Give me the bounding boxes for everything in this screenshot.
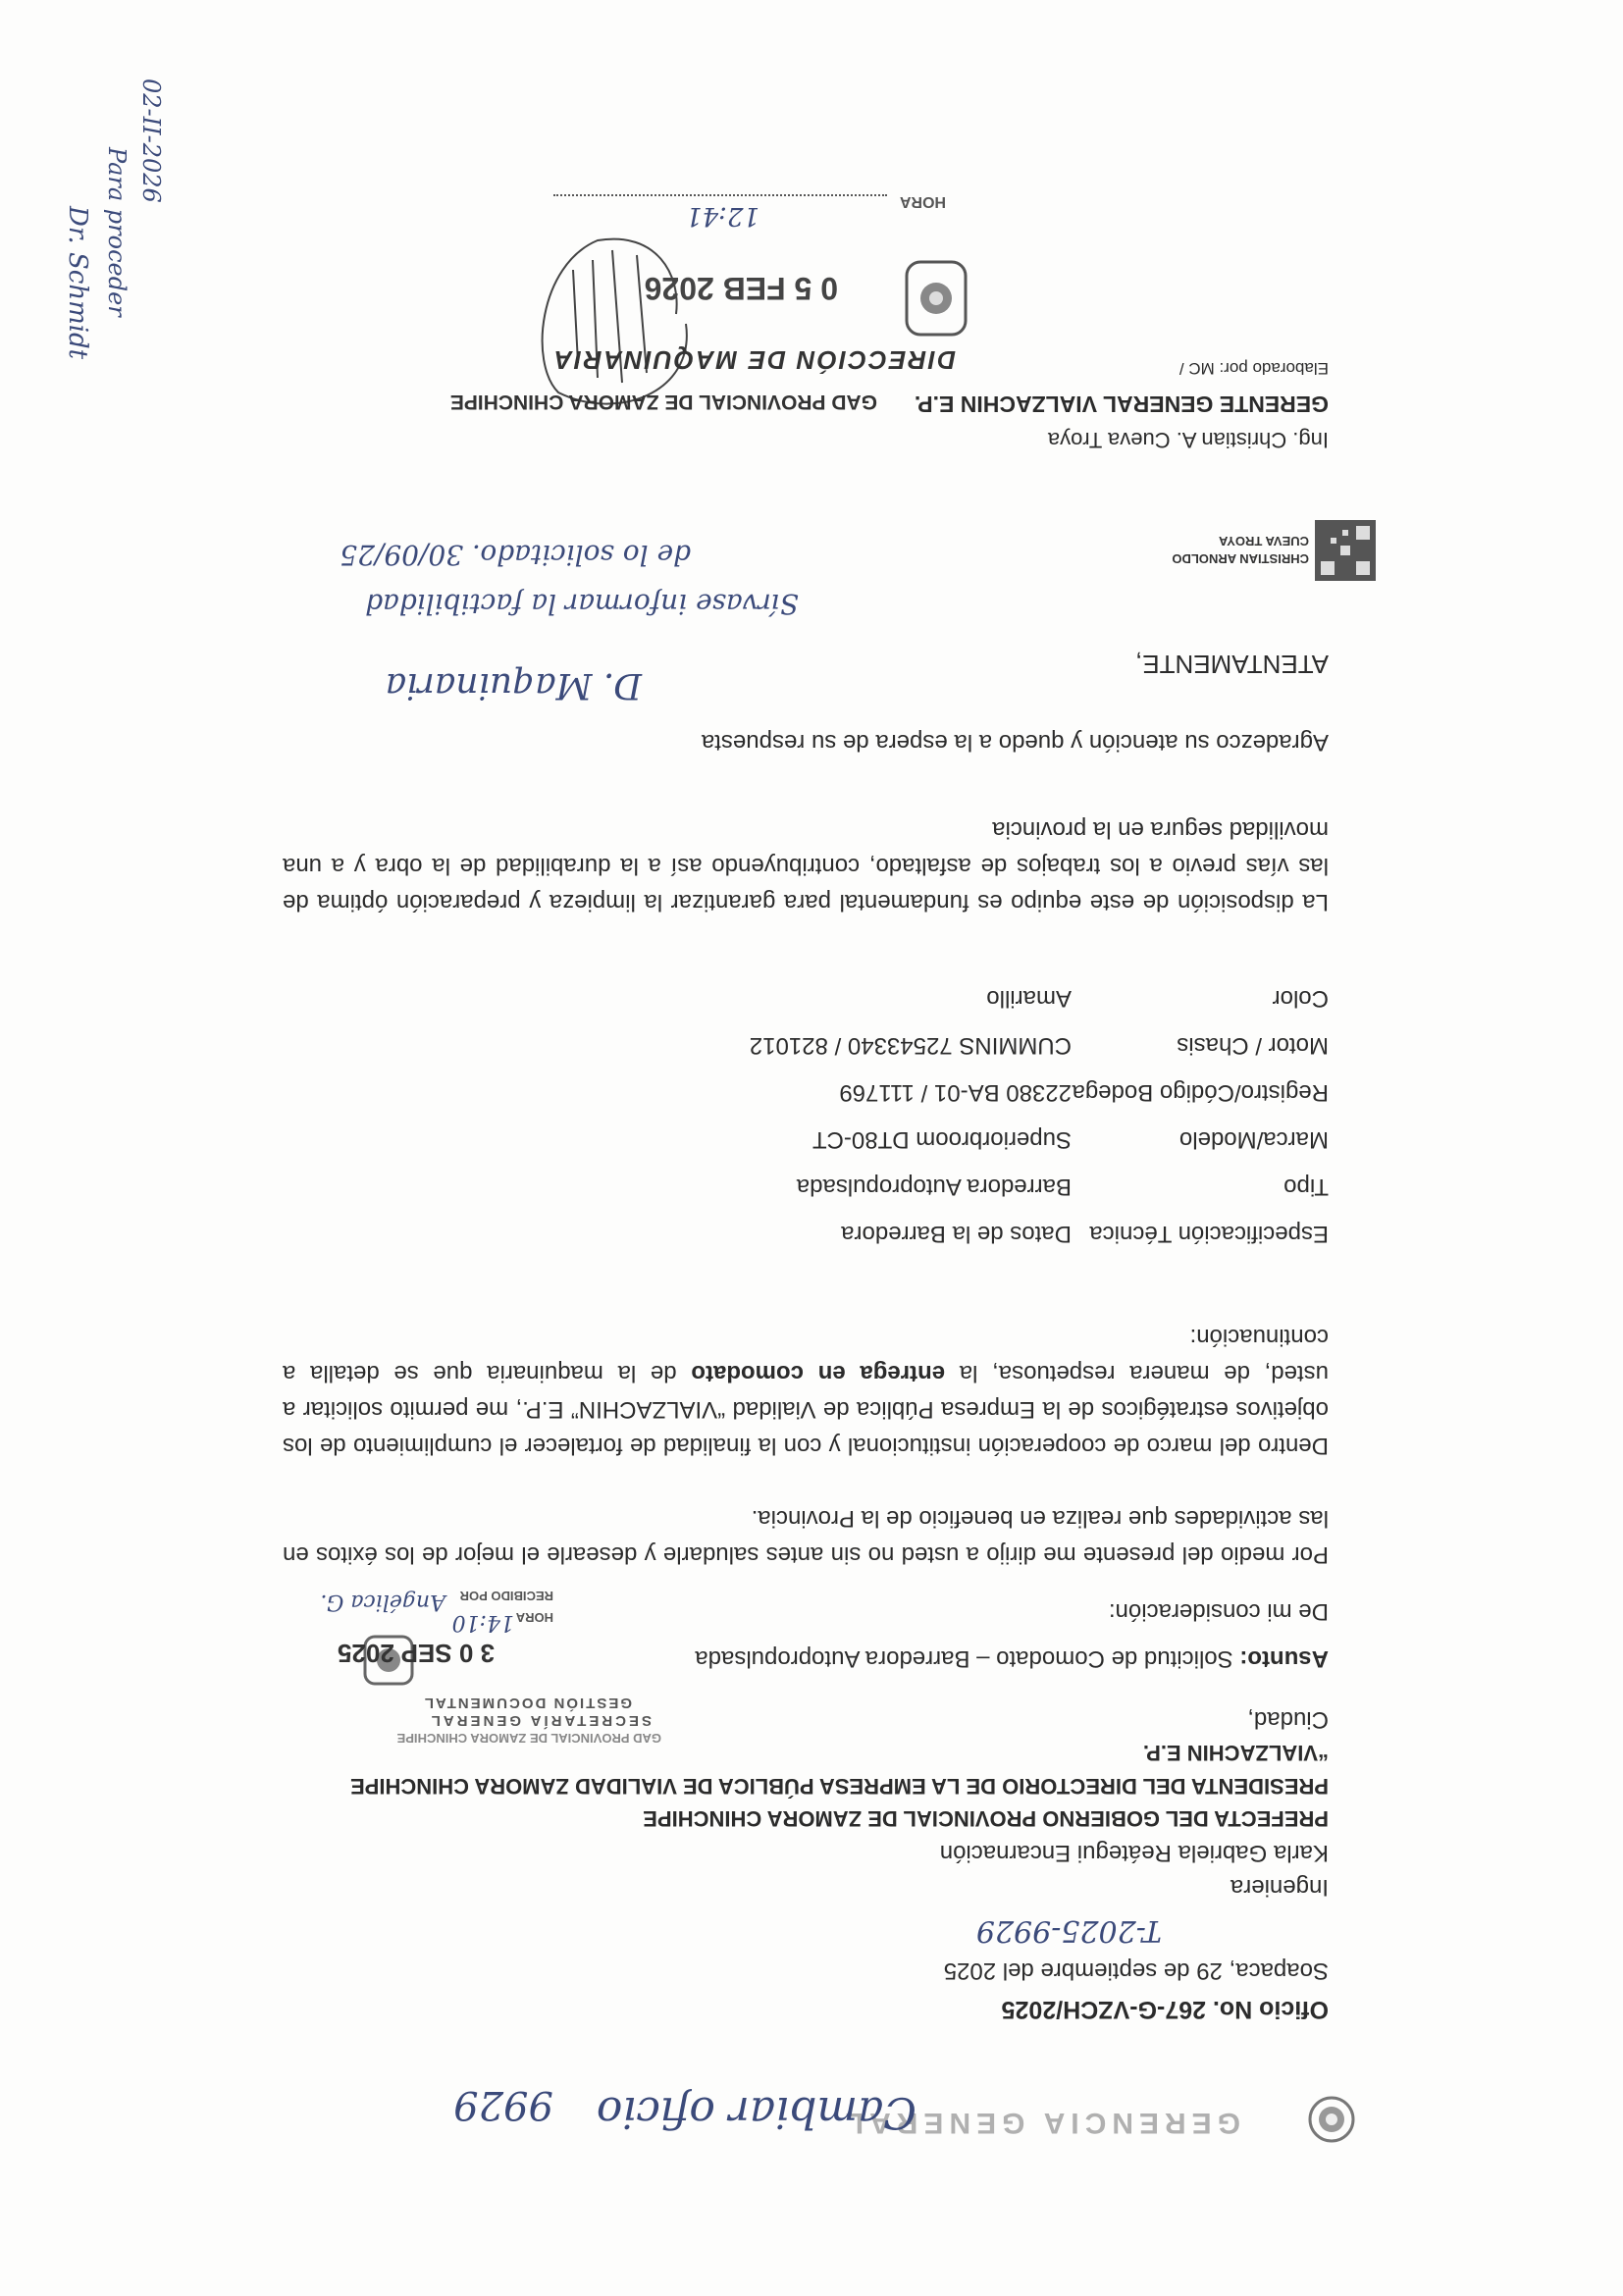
spec-label: Motor / Chasis: [1177, 1032, 1329, 1059]
handwritten-top-note: Cambiar oficio: [596, 2087, 916, 2137]
institution-header: GERENCIA GENERAL: [839, 2107, 1240, 2139]
document-ref: Oficio No. 267-G-VZCH/2025: [1001, 1996, 1329, 2023]
greeting: De mi consideración:: [1108, 1598, 1329, 1625]
reception-hora-value: 14:10: [451, 1610, 514, 1635]
machinery-stamp-dept: DIRECCIÓN DE MAQUINARIA: [551, 345, 956, 375]
signer-name: Ing. Christian A. Cueva Troya: [1047, 428, 1329, 452]
spec-value: CUMMINS 72543340 / 821012: [749, 1032, 1072, 1059]
spec-table: [750, 974, 1329, 1257]
handwritten-number: 9929: [453, 2082, 553, 2127]
paragraph-3: La disposición de este equipo es fundamental para garantizar la limpieza y preparación óptima de las vías previo a los trabajos de asfaltado, contribuyendo así a la durabilidad de la obra y a una movilidad segura en la provincia: [283, 816, 1329, 915]
spec-header-value: Datos de la Barredora: [841, 1221, 1072, 1247]
recipient-title: Ingeniera: [1230, 1874, 1329, 1901]
machinery-hora-value: 12:41: [686, 201, 759, 231]
recipient-company: “VIALZACHIN E.P.: [1142, 1741, 1329, 1765]
spec-header-label: Especificación Técnica: [1089, 1221, 1329, 1247]
handwritten-side-annotation: Dr. Schmidt Para proceder 02-II-2026: [63, 78, 165, 360]
machinery-stamp-date: 0 5 FEB 2026: [644, 271, 838, 306]
handwritten-ref: T-2025-9929: [975, 1913, 1162, 1948]
spec-label: Color: [1272, 985, 1329, 1012]
table-row: [750, 1069, 1329, 1116]
handwritten-note-1: Sírvase informar la factibilidad: [365, 588, 799, 620]
reception-stamp: GAD PROVINCIAL DE ZAMORA CHINCHIPE SECRETARÍA GENERAL GESTIÓN DOCUMENTAL: [288, 1648, 661, 1747]
spec-header-row: [750, 1210, 1329, 1257]
handwritten-direction: D. Maquinaria: [385, 665, 642, 705]
machinery-seal-icon: [903, 258, 969, 339]
document-date: Soapaca, 29 de septiembre del 2025: [943, 1957, 1329, 1984]
reception-date: 3 0 SEP 2025: [338, 1639, 495, 1668]
signature-qr-icon: [1315, 520, 1376, 581]
paragraph-2: Dentro del marco de cooperación institucional y con la finalidad de fortalecer el cumplimiento de los objetivos estratégicos de la Empresa Pública de Vialidad “VIALZACHIN” E.P., me permito solicitar a usted, de manera respetuosa, la entrega en comodato de la maquinaria que se detalla a continuación:: [283, 1324, 1329, 1459]
spec-label: Registro/Código Bodega: [1072, 1079, 1329, 1106]
handwritten-note-2: de lo solicitado. 30/09/25: [340, 539, 691, 571]
table-row: [750, 974, 1329, 1021]
recipient-position-1: PREFECTA DEL GOBIERNO PROVINCIAL DE ZAMORA CHINCHIPE: [643, 1806, 1329, 1831]
scanned-document: GERENCIA GENERAL Cambiar oficio 9929 Oficio No. 267-G-VZCH/2025 Soapaca, 29 de septiembre del 2025 T-2025-9929 Ingeniera Karla Gabriela Reátegui Encarnación PREFECTA DEL GOBIERNO PROVINCIAL DE ZAMORA CHINCHIPE PRESIDENTA DEL DIRECTORIO DE LA EMPRESA PÚBLICA DE VIALIDAD ZAMORA CHINCHIPE “VIALZACHIN E.P. Ciudad, GAD PROVINCIAL DE ZAMORA CHINCHIPE SECRETARÍA GENERAL GESTIÓN DOCUMENTAL Asunto: Solicitud de Comodato – Barredora Autopropulsada 3 0 SEP 2025 HORA 14:10 RECIBIDO POR Angélica G. De mi consideración: Por medio del presente me dirijo a usted no sin antes saludarle y desearle el mejor de los éxitos en las actividades que realiza en beneficio de la Provincia. Dentro del marco de cooperación institucional y con la finalidad de fortalecer el cumplimiento de los objetivos estratégicos de la Empresa Pública de Vialidad “VIALZACHIN” E.P., me permito solicitar a usted, de manera respetuosa, la entrega en comodato de la maquinaria que se detalla a continuación: Especificación Técnica Datos de la Barredora Tipo Barredora Autopropulsada Marca/Modelo Superiorbroom DT80-CT Registro/Código Bodega 22380 BA-01 / 111769 Motor / Chasis CUMMINS 72543340 / 821012 Color Amarillo La disposición de este equipo es fundamental para garantizar la limpieza y preparación óptima de las vías previo a los trabajos de asfaltado, contribuyendo así a la durabilidad de la obra y a una movilidad segura en la provincia Agradezco su atención y quedo a la espera de su respuesta ATENTAMENTE, D. Maquinaria CHRISTIAN ARNOLDO CUEVA TROYA Sírvase informar la factibilidad de lo solicitado. 30/09/25 Ing. Christian A. Cueva Troya GERENTE GENERAL VIALZACHIN E.P. GAD PROVINCIAL DE ZAMORA CHINCHIPE Elaborado por: MC / DIRECCIÓN DE MAQUINARIA 0 5 FEB 2026 HORA 12:41 Dr. Schmidt Para proceder 02-II-2026: [0, 0, 1623, 2296]
reception-received-value: Angélica G.: [320, 1590, 445, 1614]
paragraph-1: Por medio del presente me dirijo a usted no sin antes saludarle y desearle el mejor de los éxitos en las actividades que realiza en beneficio de la Provincia.: [283, 1505, 1329, 1568]
spec-value: Amarillo: [986, 985, 1072, 1012]
recipient-name: Karla Gabriela Reátegui Encarnación: [939, 1840, 1329, 1866]
spec-value: 22380 BA-01 / 111769: [839, 1079, 1072, 1106]
qr-signer-name-2: CUEVA TROYA: [1219, 534, 1309, 548]
recipient-position-2: PRESIDENTA DEL DIRECTORIO DE LA EMPRESA PÚBLICA DE VIALIDAD ZAMORA CHINCHIPE: [350, 1774, 1329, 1799]
machinery-stamp-org: GAD PROVINCIAL DE ZAMORA CHINCHIPE: [449, 391, 877, 413]
prepared-by: Elaborado por: MC /: [1178, 359, 1329, 378]
paragraph-4: Agradezco su atención y quedo a la espera de su respuesta: [701, 729, 1329, 756]
spec-value: Superiorbroom DT80-CT: [812, 1126, 1072, 1153]
table-row: [750, 1116, 1329, 1163]
table-row: [750, 1163, 1329, 1210]
closing: ATENTAMENTE,: [1135, 650, 1329, 679]
hora-dotted-line: [553, 194, 887, 196]
spec-label: Tipo: [1283, 1174, 1329, 1200]
subject-line: Asunto: Solicitud de Comodato – Barredora Autopropulsada: [695, 1645, 1329, 1672]
gad-seal-icon: [1307, 2095, 1356, 2144]
table-row: [750, 1021, 1329, 1069]
spec-label: Marca/Modelo: [1178, 1126, 1329, 1153]
spec-value: Barredora Autopropulsada: [796, 1174, 1072, 1200]
recipient-city: Ciudad,: [1247, 1706, 1329, 1733]
signer-title: GERENTE GENERAL VIALZACHIN E.P.: [914, 391, 1329, 417]
qr-signer-name-1: CHRISTIAN ARNOLDO: [1172, 551, 1309, 566]
